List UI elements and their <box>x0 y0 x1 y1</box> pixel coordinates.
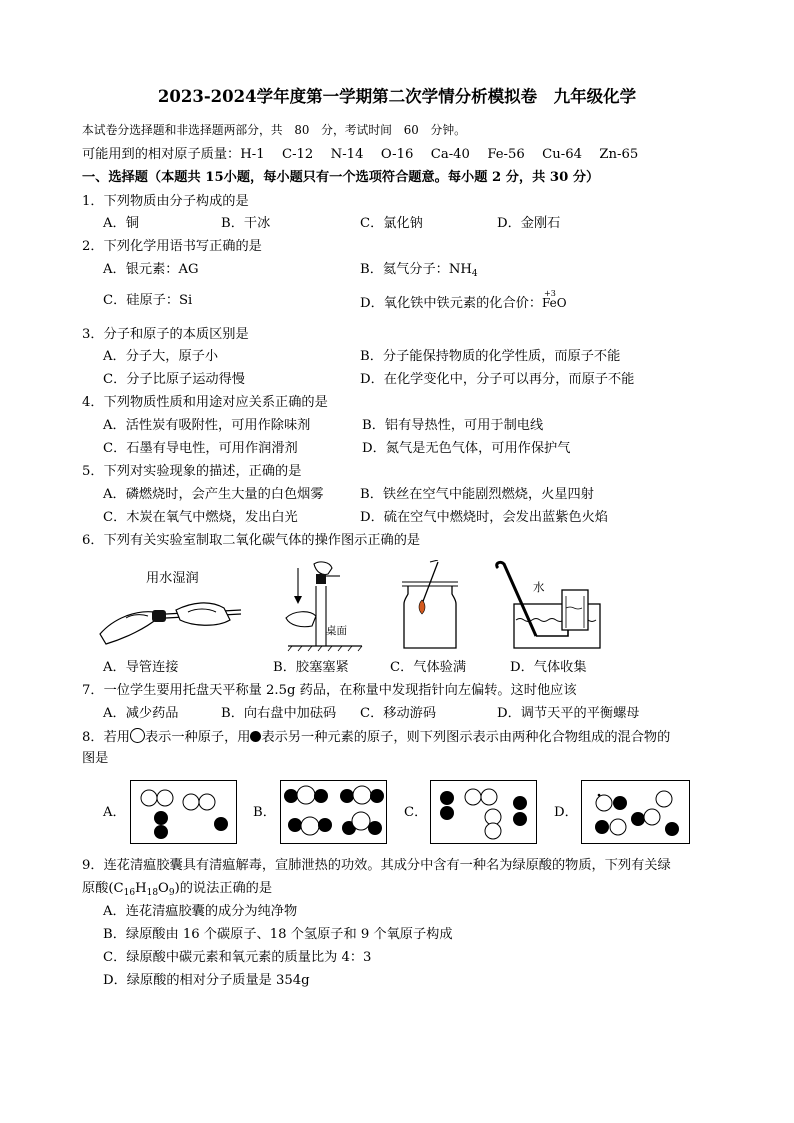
white-atom-icon <box>130 728 145 743</box>
q2-stem: 2．下列化学用语书写正确的是 <box>82 239 262 254</box>
q3-option-c: C．分子比原子运动得慢 <box>103 372 245 387</box>
q8-diagram-c <box>430 780 537 844</box>
tube-connection-figure <box>96 588 246 648</box>
q4-option-a: A．活性炭有吸附性，可用作除味剂 <box>103 418 311 433</box>
q8-stem-line2: 图是 <box>82 751 109 766</box>
black-atom-icon <box>250 731 261 742</box>
q8-option-c: C． <box>404 805 428 820</box>
q9-option-d: D．绿原酸的相对分子质量是 354g <box>103 973 310 988</box>
gas-test-figure <box>400 560 460 652</box>
q3-option-b: B．分子能保持物质的化学性质，而原子不能 <box>360 349 621 364</box>
stopper-figure <box>284 560 364 652</box>
q2-option-a: A．银元素：AG <box>103 262 199 277</box>
fig-label-water: 水 <box>533 580 545 594</box>
q1-option-c: C．氯化钠 <box>360 216 423 231</box>
atomic-masses: 可能用到的相对原子质量：H-1 C-12 N-14 O-16 Ca-40 Fe-56 Cu-64 Zn-65 <box>82 147 639 162</box>
q1-option-b: B．干冰 <box>221 216 271 231</box>
q7-stem: 7．一位学生要用托盘天平称量 2.5g 药品，在称量中发现指针向左偏转。这时他应该 <box>82 683 577 698</box>
q3-option-d: D．在化学变化中，分子可以再分，而原子不能 <box>360 372 635 387</box>
q7-option-c: C．移动游码 <box>360 706 437 721</box>
q1-option-d: D．金刚石 <box>497 216 561 231</box>
q7-option-d: D．调节天平的平衡螺母 <box>497 706 640 721</box>
section-heading: 一、选择题（本题共 15小题，每小题只有一个选项符合题意。每小题 2 分，共 30 分） <box>82 170 600 185</box>
q9-stem: 9．连花清瘟胶囊具有清瘟解毒，宣肺泄热的功效。其成分中含有一种名为绿原酸的物质，下列有关绿 <box>82 858 671 873</box>
q3-stem: 3．分子和原子的本质区别是 <box>82 327 249 342</box>
q5-option-c: C．木炭在氧气中燃烧，发出白光 <box>103 510 298 525</box>
q1-stem: 1．下列物质由分子构成的是 <box>82 194 249 209</box>
q6-option-d: D．气体收集 <box>510 660 587 675</box>
q4-option-c: C．石墨有导电性，可用作润滑剂 <box>103 441 298 456</box>
q1-option-a: A．铜 <box>103 216 139 231</box>
q6-stem: 6．下列有关实验室制取二氧化碳气体的操作图示正确的是 <box>82 533 421 548</box>
q2-option-d: D．氧化铁中铁元素的化合价： +3 FeO <box>360 289 567 311</box>
q8-diagram-b <box>280 780 387 844</box>
q3-option-a: A．分子大，原子小 <box>103 349 219 364</box>
q9-option-b: B．绿原酸由 16 个碳原子、18 个氢原子和 9 个氧原子构成 <box>103 927 453 942</box>
q5-option-d: D．硫在空气中燃烧时，会发出蓝紫色火焰 <box>360 510 608 525</box>
q5-option-b: B．铁丝在空气中能剧烈燃烧，火星四射 <box>360 487 594 502</box>
q8-option-a: A． <box>103 805 126 820</box>
q7-option-b: B．向右盘中加砝码 <box>221 706 337 721</box>
q6-option-b: B．胶塞塞紧 <box>273 660 349 675</box>
gas-collection-figure <box>490 560 602 652</box>
q6-option-a: A．导管连接 <box>103 660 179 675</box>
q9-option-c: C．绿原酸中碳元素和氧元素的质量比为 4：3 <box>103 950 372 965</box>
q2-option-b: B．氦气分子：$NH_4$ <box>360 262 478 279</box>
exam-info: 本试卷分选择题和非选择题两部分，共 80 分，考试时间 60 分钟。 <box>82 123 466 137</box>
q7-option-a: A．减少药品 <box>103 706 179 721</box>
q8-option-d: D． <box>554 805 578 820</box>
q8-stem: 8．若用 表示一种原子，用 表示另一种元素的原子，则下列图示表示由两种化合物组成的混合物的 <box>82 730 671 745</box>
q5-stem: 5．下列对实验现象的描述，正确的是 <box>82 464 302 479</box>
q8-diagram-a <box>130 780 237 844</box>
q4-option-b: B．铝有导热性，可用于制电线 <box>362 418 544 433</box>
q6-option-c: C．气体验满 <box>390 660 467 675</box>
fig-label-wet: 用水湿润 <box>146 571 199 586</box>
q2-option-c: C．硅原子：Si <box>103 293 193 308</box>
q8-diagram-d <box>581 780 690 844</box>
q9-option-a: A．连花清瘟胶囊的成分为纯净物 <box>103 904 298 919</box>
exam-title: 2023-2024学年度第一学期第二次学情分析模拟卷 九年级化学 <box>157 87 637 106</box>
q5-option-a: A．磷燃烧时，会产生大量的白色烟雾 <box>103 487 324 502</box>
q4-stem: 4．下列物质性质和用途对应关系正确的是 <box>82 395 328 410</box>
q4-option-d: D．氮气是无色气体，可用作保护气 <box>362 441 571 456</box>
fig-label-table: 桌面 <box>326 625 347 637</box>
q8-option-b: B． <box>253 805 276 820</box>
q9-stem-line2: 原酸$(C_{16}H_{18}O_9)$的说法正确的是 <box>82 881 273 898</box>
